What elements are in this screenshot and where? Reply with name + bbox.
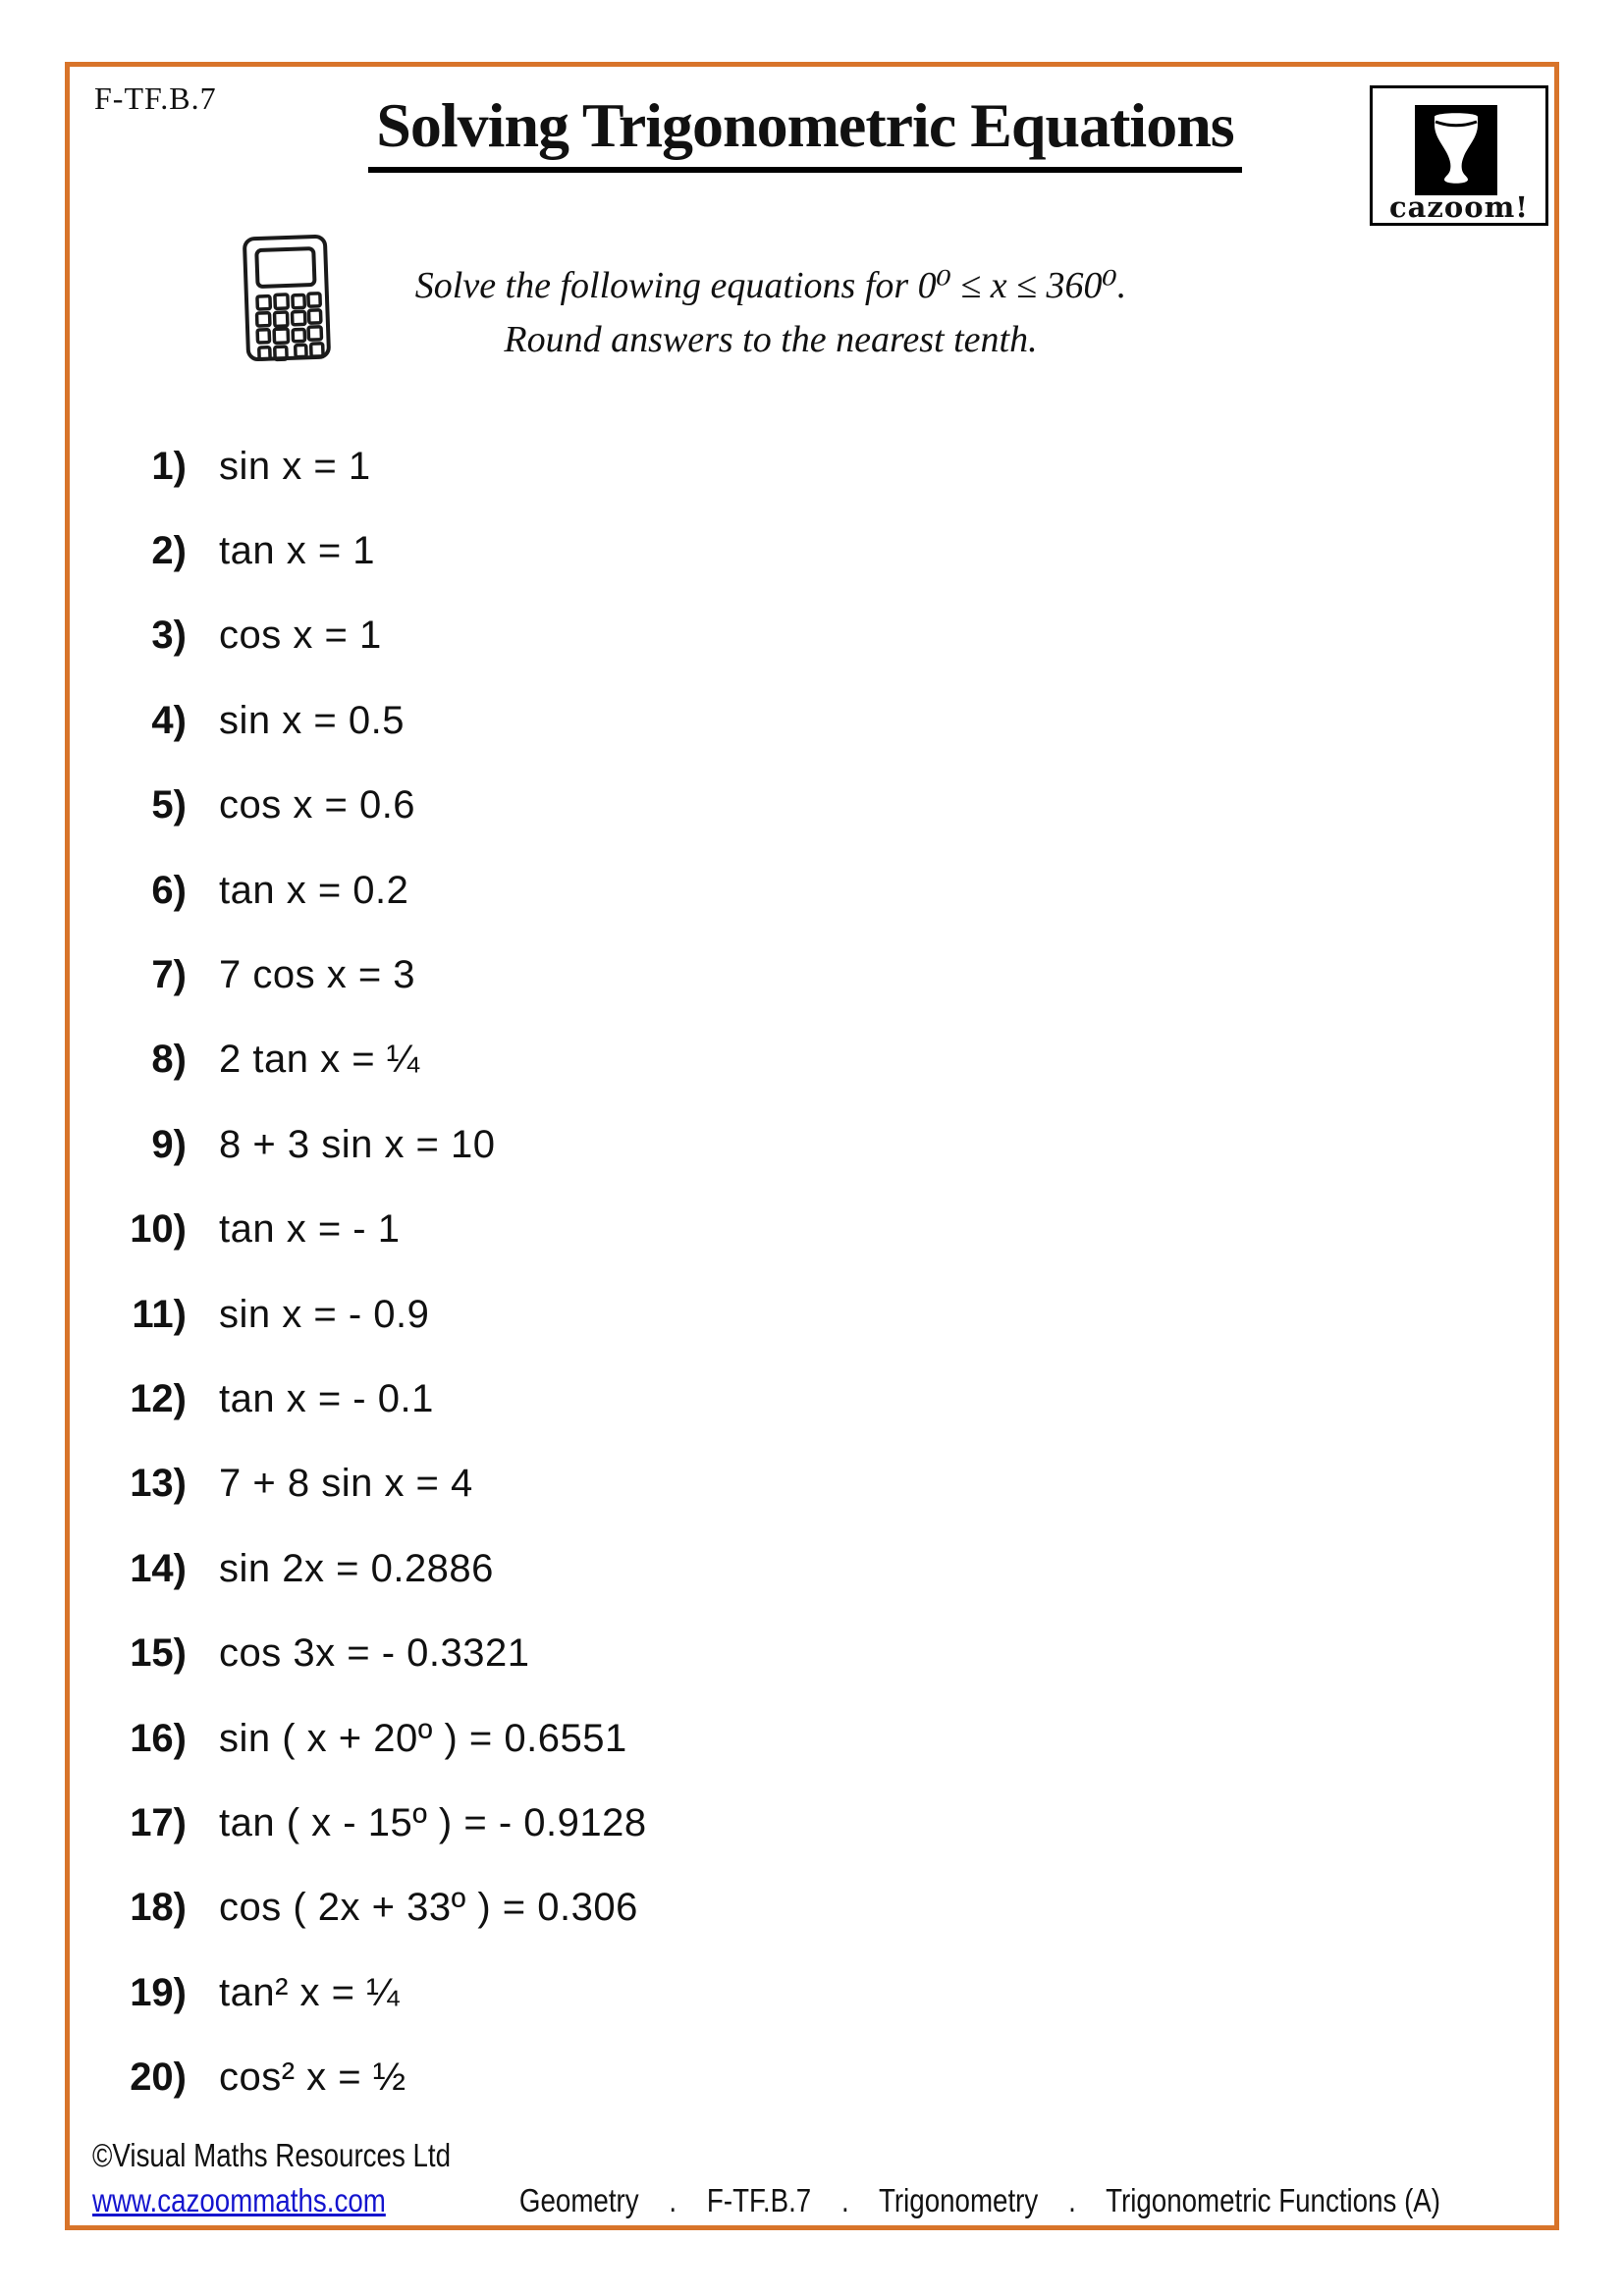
problem-number: 5)	[151, 783, 187, 828]
problem-row	[59, 1526, 1139, 1611]
problem-number: 2)	[151, 529, 187, 573]
problem-row	[59, 594, 1139, 678]
problem-equation: 8 + 3 sin x = 10	[219, 1122, 496, 1166]
problem-row	[59, 1018, 1139, 1102]
problem-equation: tan x = 1	[219, 529, 376, 573]
problem-equation: sin x = - 0.9	[219, 1292, 430, 1336]
problem-number: 1)	[151, 444, 187, 488]
problem-number: 13)	[130, 1462, 187, 1506]
problem-number: 20)	[130, 2056, 187, 2100]
problem-equation: sin x = 1	[219, 444, 371, 488]
problem-row	[59, 1272, 1139, 1357]
problem-row	[59, 933, 1139, 1017]
problem-row	[59, 1188, 1139, 1272]
problem-row	[59, 848, 1139, 933]
problem-number: 9)	[151, 1122, 187, 1166]
problem-row	[59, 678, 1139, 763]
website-link[interactable]: www.cazoommaths.com	[92, 2182, 386, 2218]
problem-equation: 2 tan x = ¼	[219, 1038, 420, 1082]
instructions	[304, 259, 1237, 367]
problem-number: 3)	[151, 614, 187, 658]
instructions-line2: Round answers to the nearest tenth.	[504, 319, 1038, 360]
problem-number: 17)	[130, 1800, 187, 1844]
problem-equation: cos x = 0.6	[219, 783, 416, 828]
problem-list	[59, 424, 1139, 2120]
problem-row	[59, 1357, 1139, 1441]
page-title: Solving Trigonometric Equations	[368, 92, 1241, 173]
problem-row	[59, 1696, 1139, 1781]
problem-equation: 7 cos x = 3	[219, 953, 416, 997]
problem-number: 16)	[130, 1716, 187, 1760]
problem-row	[59, 1866, 1139, 1950]
problem-row	[59, 508, 1139, 593]
problem-equation: sin 2x = 0.2886	[219, 1546, 494, 1590]
problem-row	[59, 764, 1139, 848]
problem-number: 10)	[130, 1207, 187, 1252]
problem-equation: tan ( x - 15º ) = - 0.9128	[219, 1800, 647, 1844]
problem-number: 12)	[130, 1376, 187, 1420]
problem-equation: 7 + 8 sin x = 4	[219, 1462, 473, 1506]
problem-equation: sin x = 0.5	[219, 698, 405, 742]
problem-row	[59, 1781, 1139, 1865]
problem-equation: tan² x = ¼	[219, 1970, 400, 2014]
problem-number: 7)	[151, 953, 187, 997]
problem-row	[59, 1611, 1139, 1695]
problem-row	[59, 1442, 1139, 1526]
footer-line2	[92, 2181, 1441, 2220]
standard-code: F-TF.B.7	[94, 80, 217, 116]
problem-equation: tan x = - 1	[219, 1207, 401, 1252]
category-breadcrumb: Geometry . F-TF.B.7 . Trigonometry . Trigonometric Functions (A)	[518, 2182, 1441, 2218]
problem-number: 8)	[151, 1038, 187, 1082]
problem-equation: sin ( x + 20º ) = 0.6551	[219, 1716, 627, 1760]
problem-number: 15)	[130, 1631, 187, 1676]
instructions-line1: Solve the following equations for 0⁰ ≤ x ≤ 360⁰.	[414, 265, 1127, 306]
problem-equation: cos x = 1	[219, 614, 382, 658]
problem-equation: tan x = - 0.1	[219, 1376, 434, 1420]
problem-number: 18)	[130, 1886, 187, 1930]
problem-equation: tan x = 0.2	[219, 868, 409, 912]
problem-number: 6)	[151, 868, 187, 912]
problem-row	[59, 424, 1139, 508]
problem-number: 4)	[151, 698, 187, 742]
problem-number: 14)	[130, 1546, 187, 1590]
problem-equation: cos² x = ½	[219, 2056, 406, 2100]
cazoom-logo	[1370, 85, 1548, 226]
footer	[92, 2136, 1526, 2220]
problem-number: 11)	[132, 1292, 187, 1336]
problem-equation: cos ( 2x + 33º ) = 0.306	[219, 1886, 638, 1930]
logo-wordmark: cazoom!	[1388, 190, 1530, 224]
title-container	[79, 92, 1532, 173]
problem-row	[59, 1102, 1139, 1187]
copyright-text: ©Visual Maths Resources Ltd	[92, 2137, 452, 2173]
problem-row	[59, 2035, 1139, 2119]
problem-equation: cos 3x = - 0.3321	[219, 1631, 530, 1676]
problem-row	[59, 1950, 1139, 2035]
problem-number: 19)	[130, 1970, 187, 2014]
drum-icon	[1415, 105, 1497, 195]
